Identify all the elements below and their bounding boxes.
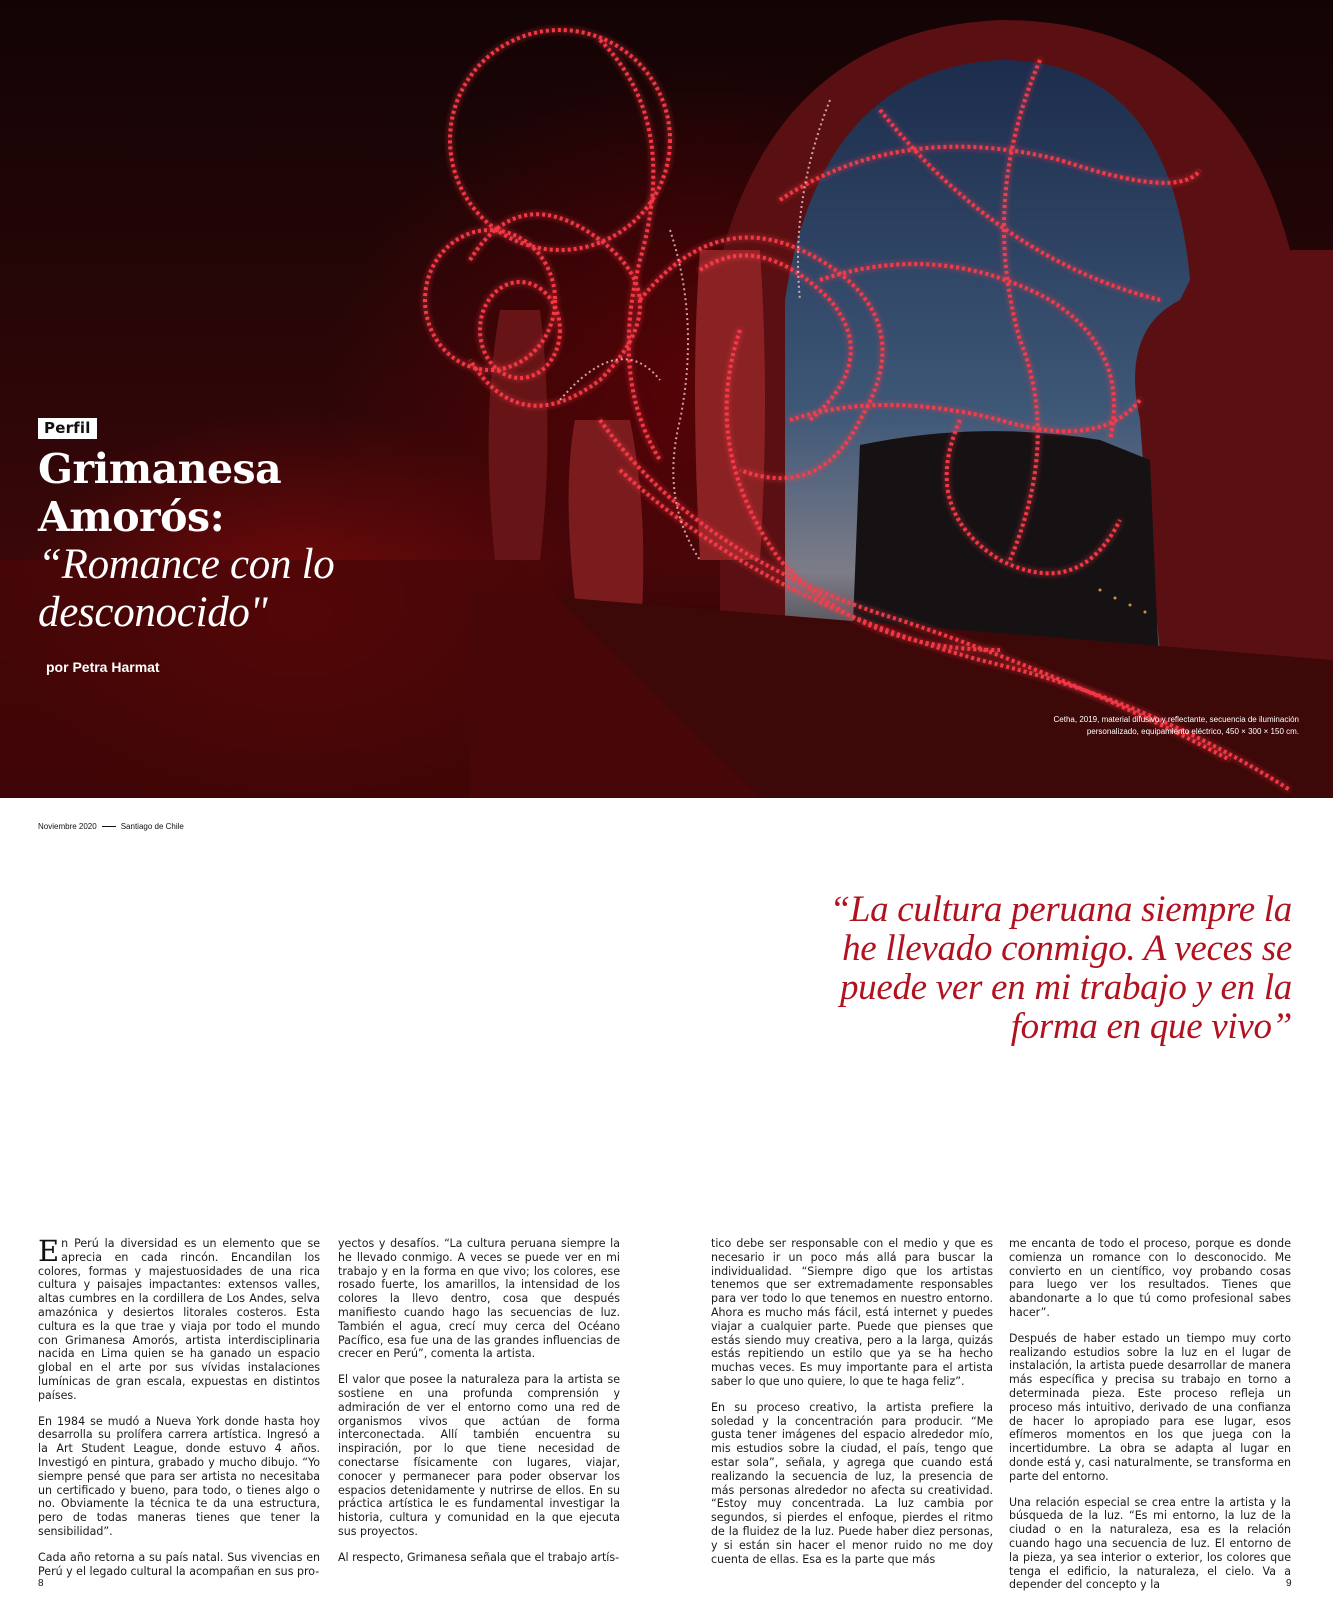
- caption-line: personalizado, equipamiento eléctrico, 450 × 300 × 150 cm.: [1086, 727, 1299, 736]
- divider: [102, 826, 116, 827]
- light-installation-image: [0, 0, 1333, 798]
- running-head: [38, 822, 184, 831]
- paragraph: El valor que posee la naturaleza para la artista se sostiene en una profunda comprensión y admiración de ver el entorno como una red de organismos vivos que actúan de forma interconectada. Allí también encuentra su inspiración, por lo que tiene necesidad de conectarse físicamente con lugares, viajar, conocer y permanecer para poder observar los espacios detenidamente y nutrirse de ellos. En su práctica artística le es fundamental investigar la historia, cultura y comunidad en la que ejecuta sus proyectos.: [338, 1373, 620, 1538]
- subhead-line: desconocido": [38, 589, 268, 636]
- paragraph: Una relación especial se crea entre la artista y la búsqueda de la luz. “Es mi entorno, la luz de la ciudad o en la naturaleza, esa es la relación cuando hago una secuencia de luz. El entorno de la pieza, ya sea interior o exterior, los colores que tenga el edificio, la naturaleza, el cielo. Va a depender del concepto y la: [1009, 1495, 1291, 1592]
- paragraph: Después de haber estado un tiempo muy corto realizando estudios sobre la luz en el lugar de instalación, la artista puede desarrollar de manera más específica y precisa su trabajo en torno a determinada pieza. Este proceso refleja un proceso más intuitivo, derivado de una confianza de hacer lo apropiado para ese lugar, esos efímeros momentos en los que juega con la incertidumbre. La obra se adapta al lugar en donde está y, casi naturalmente, se transforma en parte del entorno.: [1009, 1331, 1291, 1483]
- article-column-1: [38, 1234, 320, 1578]
- article-headline: [38, 445, 418, 541]
- paragraph: En su proceso creativo, la artista prefiere la soledad y la concentración para producir. “Me gusta tener imágenes del espacio alrededor mío, mis estudios sobre la ciudad, el país, tengo que estar sola”, señala, y agrega que cuando está realizando la secuencia de luz, la presencia de más personas alrededor no afecta su creatividad. “Estoy muy concentrada. La luz cambia por segundos, si pierdes el enfoque, pierdes el ritmo de la fluidez de la luz. Puede haber diez personas, y si están sin hacer el menor ruido no me doy cuenta de ellas. Esa es la parte que más: [711, 1400, 993, 1566]
- article-column-3: [711, 1237, 993, 1566]
- caption-line: Cetha, 2019, material difusivo y reflectante, secuencia de iluminación: [1053, 715, 1299, 724]
- page-number-right: 9: [1286, 1578, 1292, 1589]
- page-number-left: 8: [38, 1578, 44, 1589]
- section-tag: Perfil: [38, 418, 97, 439]
- drop-cap: E: [38, 1234, 60, 1268]
- hero-photo: [0, 0, 1333, 798]
- paragraph: Cada año retorna a su país natal. Sus vivencias en Perú y el legado cultural la acompañan en sus pro-: [38, 1550, 320, 1578]
- article-column-4: [1009, 1237, 1291, 1592]
- paragraph-text: n Perú la diversidad es un elemento que se aprecia en cada rincón. Encandilan los colores, formas y majestuosidades de una rica cultura y paisajes impactantes: extensos valles, altas cumbres en la cordillera de Los Andes, selva amazónica y desiertos litorales costeros. Esta cultura es la que trae y viaja por todo el mundo con Grimanesa Amorós, artista interdisciplinaria nacida en Lima quien se ha ganado un espacio global en el arte por sus vívidas instalaciones lumínicas de gran escala, expuestas en distintos países.: [38, 1237, 320, 1402]
- article-subhead: [38, 541, 418, 637]
- issue-place: Santiago de Chile: [120, 822, 184, 831]
- photo-caption: [899, 714, 1299, 738]
- paragraph: En 1984 se mudó a Nueva York donde hasta hoy desarrolla su prolífera carrera artística. Ingresó a la Art Student League, donde estuvo 4 años. Investigó en pintura, grabado y mucho dibujo. “Yo siempre pensé que para ser artista no necesitaba un certificado y bueno, para todo, o tienes algo o no. Obviamente la técnica te da una estructura, pero de todas maneras tienes que tener la sensibilidad”.: [38, 1414, 320, 1538]
- subhead-line: “Romance con lo: [38, 541, 335, 588]
- paragraph: Al respecto, Grimanesa señala que el trabajo artís-: [338, 1550, 620, 1564]
- issue-date: Noviembre 2020: [38, 822, 97, 831]
- paragraph: yectos y desafíos. “La cultura peruana siempre la he llevado conmigo. A veces se puede ver en mi trabajo y en la forma en que vivo; los colores, ese rosado fuerte, los amarillos, la intensidad de los colores la llevo dentro, cosa que después manifiesto cuando hago las secuencias de luz. También el agua, crecí muy cerca del Océano Pacífico, esa fue una de las grandes influencias de crecer en Perú”, comenta la artista.: [338, 1237, 620, 1361]
- hero-title-block: [38, 418, 418, 675]
- paragraph: [38, 1234, 320, 1403]
- byline: por Petra Harmat: [46, 659, 160, 675]
- pull-quote: “La cultura peruana siempre la he llevado conmigo. A veces se puede ver en mi trabajo y en la forma en que vivo”: [829, 889, 1292, 1047]
- article-column-2: [338, 1237, 620, 1565]
- headline-line: Amorós:: [38, 493, 225, 541]
- headline-line: Grimanesa: [38, 445, 282, 493]
- paragraph: tico debe ser responsable con el medio y que es necesario ir un poco más allá para buscar la individualidad. “Siempre digo que los artistas tenemos que ser extremadamente responsables para ver todo lo que tenemos en nuestro entorno. Ahora es mucho más fácil, está internet y puedes viajar a cualquier parte. Puede que pienses que estás siendo muy creativa, pero a la larga, quizás estás repitiendo un estilo que ya se ha hecho muchas veces. Es muy importante para el artista saber lo que uno quiere, lo que te haga feliz”.: [711, 1237, 993, 1388]
- paragraph: me encanta de todo el proceso, porque es donde comienza un romance con lo desconocido. Me convierto en un científico, voy probando cosas para luego ver los resultados. Tienes que abandonarte a lo que tú como profesional sabes hacer”.: [1009, 1237, 1291, 1319]
